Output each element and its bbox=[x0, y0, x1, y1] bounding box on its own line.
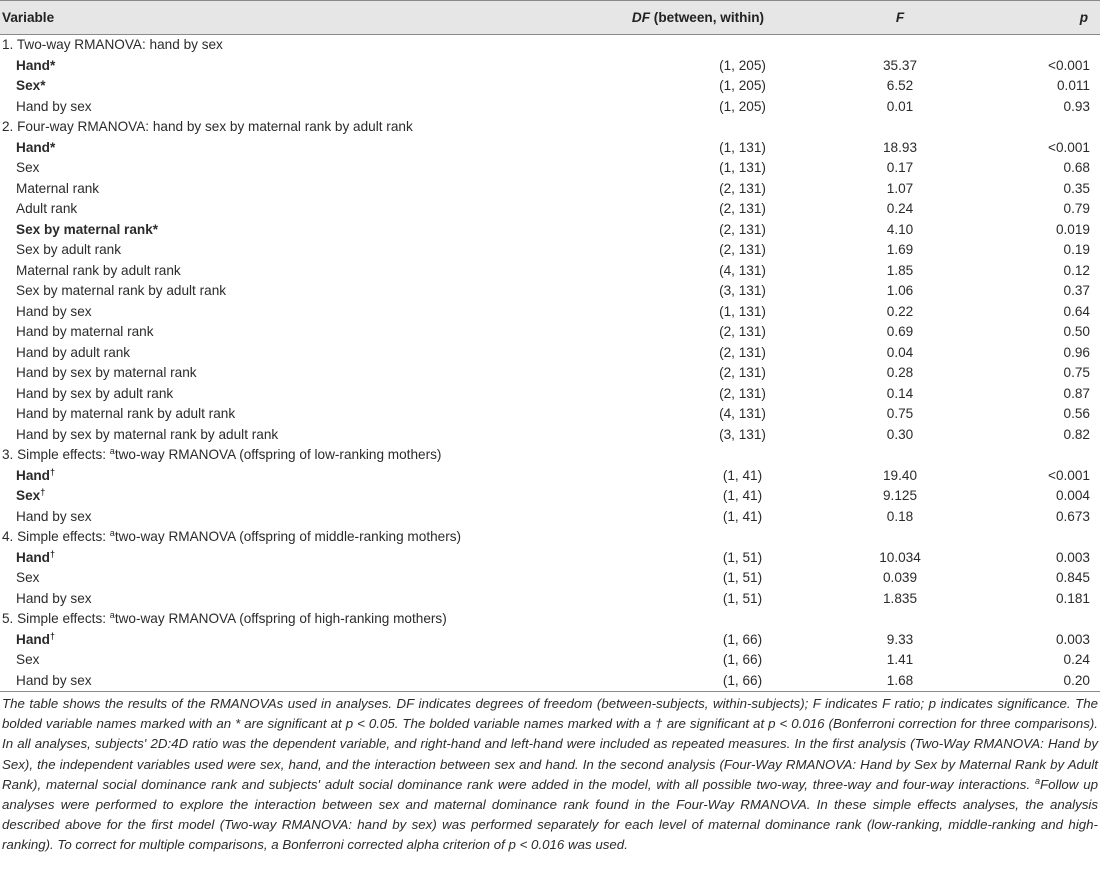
df-cell: (2, 131) bbox=[719, 324, 766, 339]
df-cell: (4, 131) bbox=[719, 406, 766, 421]
variable-cell bbox=[0, 179, 540, 200]
table-row bbox=[0, 261, 1100, 282]
header-df bbox=[540, 1, 820, 35]
variable-name: Hand bbox=[16, 549, 50, 565]
header-p: p bbox=[980, 1, 1100, 35]
variable-name: Hand bbox=[16, 57, 50, 73]
significance-mark: * bbox=[152, 221, 159, 237]
f-cell: 0.24 bbox=[886, 201, 914, 216]
section-title-text: 4. Simple effects: bbox=[2, 529, 110, 544]
f-cell: 0.18 bbox=[886, 508, 914, 524]
f-cell: 10.034 bbox=[879, 549, 921, 565]
f-cell: 19.40 bbox=[882, 467, 918, 483]
f-cell: 1.835 bbox=[882, 590, 918, 606]
df-cell: (2, 131) bbox=[719, 221, 766, 237]
variable-cell bbox=[0, 240, 540, 261]
df-cell: (1, 205) bbox=[719, 98, 766, 114]
section-title bbox=[0, 35, 1100, 56]
table-row bbox=[0, 97, 1100, 118]
p-cell: 0.845 bbox=[1055, 570, 1090, 585]
header-row bbox=[0, 1, 1100, 35]
variable-cell bbox=[0, 138, 540, 159]
variable-name: Sex bbox=[16, 488, 41, 503]
f-cell: 1.07 bbox=[886, 180, 914, 196]
df-cell: (1, 131) bbox=[719, 303, 766, 319]
variable-name: Hand by sex bbox=[16, 508, 92, 524]
section-title-text: 3. Simple effects: bbox=[2, 447, 110, 462]
variable-name: Hand by maternal rank bbox=[16, 324, 154, 339]
variable-cell bbox=[0, 589, 540, 610]
significance-mark: † bbox=[49, 466, 55, 477]
variable-cell bbox=[0, 322, 540, 343]
df-cell: (2, 131) bbox=[719, 365, 766, 380]
table-row bbox=[0, 302, 1100, 323]
df-cell: (1, 66) bbox=[722, 652, 763, 667]
variable-name: Adult rank bbox=[16, 201, 78, 216]
variable-name: Sex bbox=[16, 652, 40, 667]
section-header-row bbox=[0, 445, 1100, 466]
table-body bbox=[0, 35, 1100, 692]
section-header-row bbox=[0, 527, 1100, 548]
p-cell: 0.37 bbox=[1063, 283, 1090, 298]
table-row bbox=[0, 486, 1100, 507]
table-row bbox=[0, 281, 1100, 302]
p-cell: 0.93 bbox=[1063, 98, 1090, 114]
df-cell: (1, 41) bbox=[722, 467, 763, 483]
variable-cell bbox=[0, 507, 540, 528]
variable-cell bbox=[0, 76, 540, 97]
f-cell: 1.85 bbox=[886, 262, 914, 278]
section-title bbox=[0, 445, 1100, 466]
df-cell: (1, 41) bbox=[722, 508, 763, 524]
header-f: F bbox=[820, 1, 980, 35]
f-cell: 0.69 bbox=[886, 324, 914, 339]
variable-cell bbox=[0, 425, 540, 446]
df-cell: (3, 131) bbox=[719, 426, 766, 442]
df-cell: (2, 131) bbox=[719, 385, 766, 401]
f-cell: 35.37 bbox=[882, 57, 918, 73]
significance-mark: † bbox=[49, 548, 55, 559]
p-cell: 0.56 bbox=[1063, 406, 1090, 421]
p-cell: 0.19 bbox=[1063, 242, 1090, 257]
f-cell: 1.69 bbox=[886, 242, 914, 257]
df-cell: (4, 131) bbox=[719, 262, 766, 278]
variable-cell bbox=[0, 220, 540, 241]
table-row bbox=[0, 138, 1100, 159]
variable-name: Hand bbox=[16, 467, 50, 483]
table-row bbox=[0, 322, 1100, 343]
variable-name: Maternal rank by adult rank bbox=[16, 262, 181, 278]
table-row bbox=[0, 199, 1100, 220]
table-row bbox=[0, 548, 1100, 569]
table-row bbox=[0, 240, 1100, 261]
header-df-rest: (between, within) bbox=[650, 10, 765, 25]
table-row bbox=[0, 220, 1100, 241]
p-cell: 0.004 bbox=[1055, 488, 1090, 503]
section-title-rest: two-way RMANOVA (offspring of low-ranking mothers) bbox=[114, 447, 442, 462]
variable-name: Hand by maternal rank by adult rank bbox=[16, 406, 236, 421]
f-cell: 6.52 bbox=[886, 78, 914, 93]
variable-cell bbox=[0, 650, 540, 671]
f-cell: 1.41 bbox=[886, 652, 914, 667]
footnote-part2: Follow up analyses were performed to explore the interaction between sex and maternal dominance rank found in the Four-Way RMANOVA. In these simple effects analyses, the analysis described above for the first model (Two-way RMANOVA: hand by sex) was performed separately for each level of maternal dominance rank (low-ranking, middle-ranking and high-ranking). To correct for multiple comparisons, a Bonferroni corrected alpha criterion of p < 0.016 was used. bbox=[2, 776, 1098, 853]
variable-cell bbox=[0, 199, 540, 220]
table-row bbox=[0, 343, 1100, 364]
f-cell: 1.06 bbox=[886, 283, 914, 298]
f-cell: 0.75 bbox=[886, 406, 914, 421]
p-cell: 0.64 bbox=[1063, 303, 1090, 319]
table-header bbox=[0, 1, 1100, 35]
f-cell: 9.125 bbox=[882, 488, 918, 503]
variable-cell bbox=[0, 630, 540, 651]
section-title-text: 2. Four-way RMANOVA: hand by sex by maternal rank by adult rank bbox=[2, 119, 413, 134]
section-title-superscript: a bbox=[109, 528, 115, 538]
variable-name: Hand by sex by maternal rank by adult rank bbox=[16, 426, 279, 442]
variable-cell bbox=[0, 97, 540, 118]
f-cell: 0.17 bbox=[886, 160, 914, 175]
df-cell: (1, 66) bbox=[540, 671, 820, 692]
table-row bbox=[0, 466, 1100, 487]
df-cell: (1, 205) bbox=[719, 57, 766, 73]
variable-name: Hand by sex bbox=[16, 303, 92, 319]
f-cell: 0.28 bbox=[886, 365, 914, 380]
section-title-text: 5. Simple effects: bbox=[2, 611, 110, 626]
table-row bbox=[0, 630, 1100, 651]
table-row bbox=[0, 589, 1100, 610]
section-title-superscript: a bbox=[109, 446, 115, 456]
header-df-italic: DF bbox=[631, 10, 651, 25]
df-cell: (2, 131) bbox=[719, 201, 766, 216]
section-header-row bbox=[0, 117, 1100, 138]
section-title bbox=[0, 117, 1100, 138]
df-cell: (1, 51) bbox=[722, 590, 763, 606]
p-cell: <0.001 bbox=[1048, 139, 1090, 155]
variable-cell bbox=[0, 486, 540, 507]
variable-cell bbox=[0, 281, 540, 302]
df-cell: (1, 41) bbox=[722, 488, 763, 503]
df-cell: (1, 131) bbox=[719, 160, 766, 175]
variable-name: Hand by sex by adult rank bbox=[16, 385, 174, 401]
footnote-part1: The table shows the results of the RMANOVAs used in analyses. DF indicates degrees of freedom (between-subjects, within-subjects); F indicates F ratio; p indicates significance. The bolded variable names marked with an * are significant at p < 0.05. The bolded variable names marked with a † are significant at p < 0.016 (Bonferroni correction for three comparisons). In all analyses, subjects' 2D:4D ratio was the dependent variable, and right-hand and left-hand were included as repeated measures. In the first analysis (Two-Way RMANOVA: Hand by Sex), the independent variables used were sex, hand, and the interaction between sex and hand. In the second analysis (Four-Way RMANOVA: Hand by Sex by Maternal Rank by Adult Rank), maternal social dominance rank and subjects' adult social dominance rank were added in the model, with all possible two-way, three-way and four-way interactions. bbox=[2, 696, 1098, 792]
df-cell: (1, 51) bbox=[722, 549, 763, 565]
p-cell: 0.35 bbox=[1063, 180, 1090, 196]
p-cell: 0.20 bbox=[980, 671, 1100, 692]
section-header-row bbox=[0, 35, 1100, 56]
df-cell: (1, 131) bbox=[719, 139, 766, 155]
header-variable: Variable bbox=[0, 1, 540, 35]
variable-name: Sex bbox=[16, 78, 41, 93]
variable-name: Sex bbox=[16, 160, 40, 175]
variable-cell bbox=[0, 404, 540, 425]
variable-cell bbox=[0, 158, 540, 179]
variable-name: Hand by adult rank bbox=[16, 344, 131, 360]
significance-mark: † bbox=[40, 487, 46, 497]
f-cell: 9.33 bbox=[886, 631, 914, 647]
p-cell: 0.673 bbox=[1055, 508, 1090, 524]
df-cell: (3, 131) bbox=[719, 283, 766, 298]
variable-name: Hand bbox=[16, 631, 50, 647]
table-row bbox=[0, 56, 1100, 77]
variable-name: Sex bbox=[16, 570, 40, 585]
variable-name: Hand bbox=[16, 139, 50, 155]
f-cell: 0.30 bbox=[886, 426, 914, 442]
significance-mark: * bbox=[49, 139, 56, 155]
table-row bbox=[0, 650, 1100, 671]
section-title-rest: two-way RMANOVA (offspring of high-ranking mothers) bbox=[114, 611, 447, 626]
p-cell: 0.24 bbox=[1063, 652, 1090, 667]
p-cell: 0.75 bbox=[1063, 365, 1090, 380]
variable-cell bbox=[0, 466, 540, 487]
table-row bbox=[0, 671, 1100, 692]
df-cell: (2, 131) bbox=[719, 180, 766, 196]
section-title-rest: two-way RMANOVA (offspring of middle-ranking mothers) bbox=[114, 529, 462, 544]
variable-name: Sex by adult rank bbox=[16, 242, 122, 257]
df-cell: (1, 51) bbox=[722, 570, 763, 585]
f-cell: 0.039 bbox=[882, 570, 918, 585]
p-cell: 0.181 bbox=[1055, 590, 1090, 606]
variable-cell bbox=[0, 363, 540, 384]
variable-name: Hand by sex bbox=[16, 98, 92, 114]
variable-cell bbox=[0, 56, 540, 77]
variable-cell bbox=[0, 261, 540, 282]
p-cell: 0.12 bbox=[1063, 262, 1090, 278]
f-cell: 0.14 bbox=[886, 385, 914, 401]
variable-name: Sex by maternal rank by adult rank bbox=[16, 283, 227, 298]
table-footnote bbox=[0, 692, 1100, 856]
f-cell: 18.93 bbox=[882, 139, 918, 155]
section-title-superscript: a bbox=[109, 610, 115, 620]
variable-cell bbox=[0, 302, 540, 323]
significance-mark: * bbox=[40, 78, 46, 93]
f-cell: 4.10 bbox=[886, 221, 914, 237]
table-row bbox=[0, 384, 1100, 405]
significance-mark: † bbox=[49, 630, 55, 641]
section-header-row bbox=[0, 609, 1100, 630]
variable-name: Hand by sex bbox=[16, 672, 92, 688]
table-row bbox=[0, 568, 1100, 589]
p-cell: 0.82 bbox=[1063, 426, 1090, 442]
df-cell: (2, 131) bbox=[719, 344, 766, 360]
f-cell: 0.04 bbox=[886, 344, 914, 360]
p-cell: <0.001 bbox=[1048, 467, 1090, 483]
p-cell: 0.68 bbox=[1063, 160, 1090, 175]
table-row bbox=[0, 158, 1100, 179]
variable-name: Hand by sex by maternal rank bbox=[16, 365, 197, 380]
section-title bbox=[0, 527, 1100, 548]
f-cell: 0.22 bbox=[886, 303, 914, 319]
variable-cell bbox=[0, 568, 540, 589]
p-cell: 0.87 bbox=[1063, 385, 1090, 401]
variable-cell bbox=[0, 548, 540, 569]
variable-cell bbox=[0, 671, 540, 692]
p-cell: 0.011 bbox=[1056, 78, 1090, 93]
variable-cell bbox=[0, 343, 540, 364]
f-cell: 1.68 bbox=[820, 671, 980, 692]
df-cell: (1, 205) bbox=[719, 78, 766, 93]
p-cell: 0.003 bbox=[1055, 631, 1090, 647]
footnote-superscript: a bbox=[1034, 775, 1040, 786]
p-cell: 0.50 bbox=[1063, 324, 1090, 339]
table-row bbox=[0, 425, 1100, 446]
table-row bbox=[0, 179, 1100, 200]
section-title-text: 1. Two-way RMANOVA: hand by sex bbox=[2, 37, 223, 52]
p-cell: 0.79 bbox=[1063, 201, 1090, 216]
p-cell: 0.019 bbox=[1055, 221, 1090, 237]
table-row bbox=[0, 507, 1100, 528]
table-row bbox=[0, 76, 1100, 97]
variable-name: Hand by sex bbox=[16, 590, 92, 606]
section-title bbox=[0, 609, 1100, 630]
variable-name: Maternal rank bbox=[16, 180, 100, 196]
p-cell: 0.003 bbox=[1055, 549, 1090, 565]
significance-mark: * bbox=[49, 57, 56, 73]
variable-cell bbox=[0, 384, 540, 405]
variable-name: Sex by maternal rank bbox=[16, 221, 153, 237]
table-row bbox=[0, 363, 1100, 384]
p-cell: <0.001 bbox=[1048, 57, 1090, 73]
df-cell: (2, 131) bbox=[719, 242, 766, 257]
df-cell: (1, 66) bbox=[722, 631, 763, 647]
table-row bbox=[0, 404, 1100, 425]
f-cell: 0.01 bbox=[886, 98, 914, 114]
p-cell: 0.96 bbox=[1063, 344, 1090, 360]
